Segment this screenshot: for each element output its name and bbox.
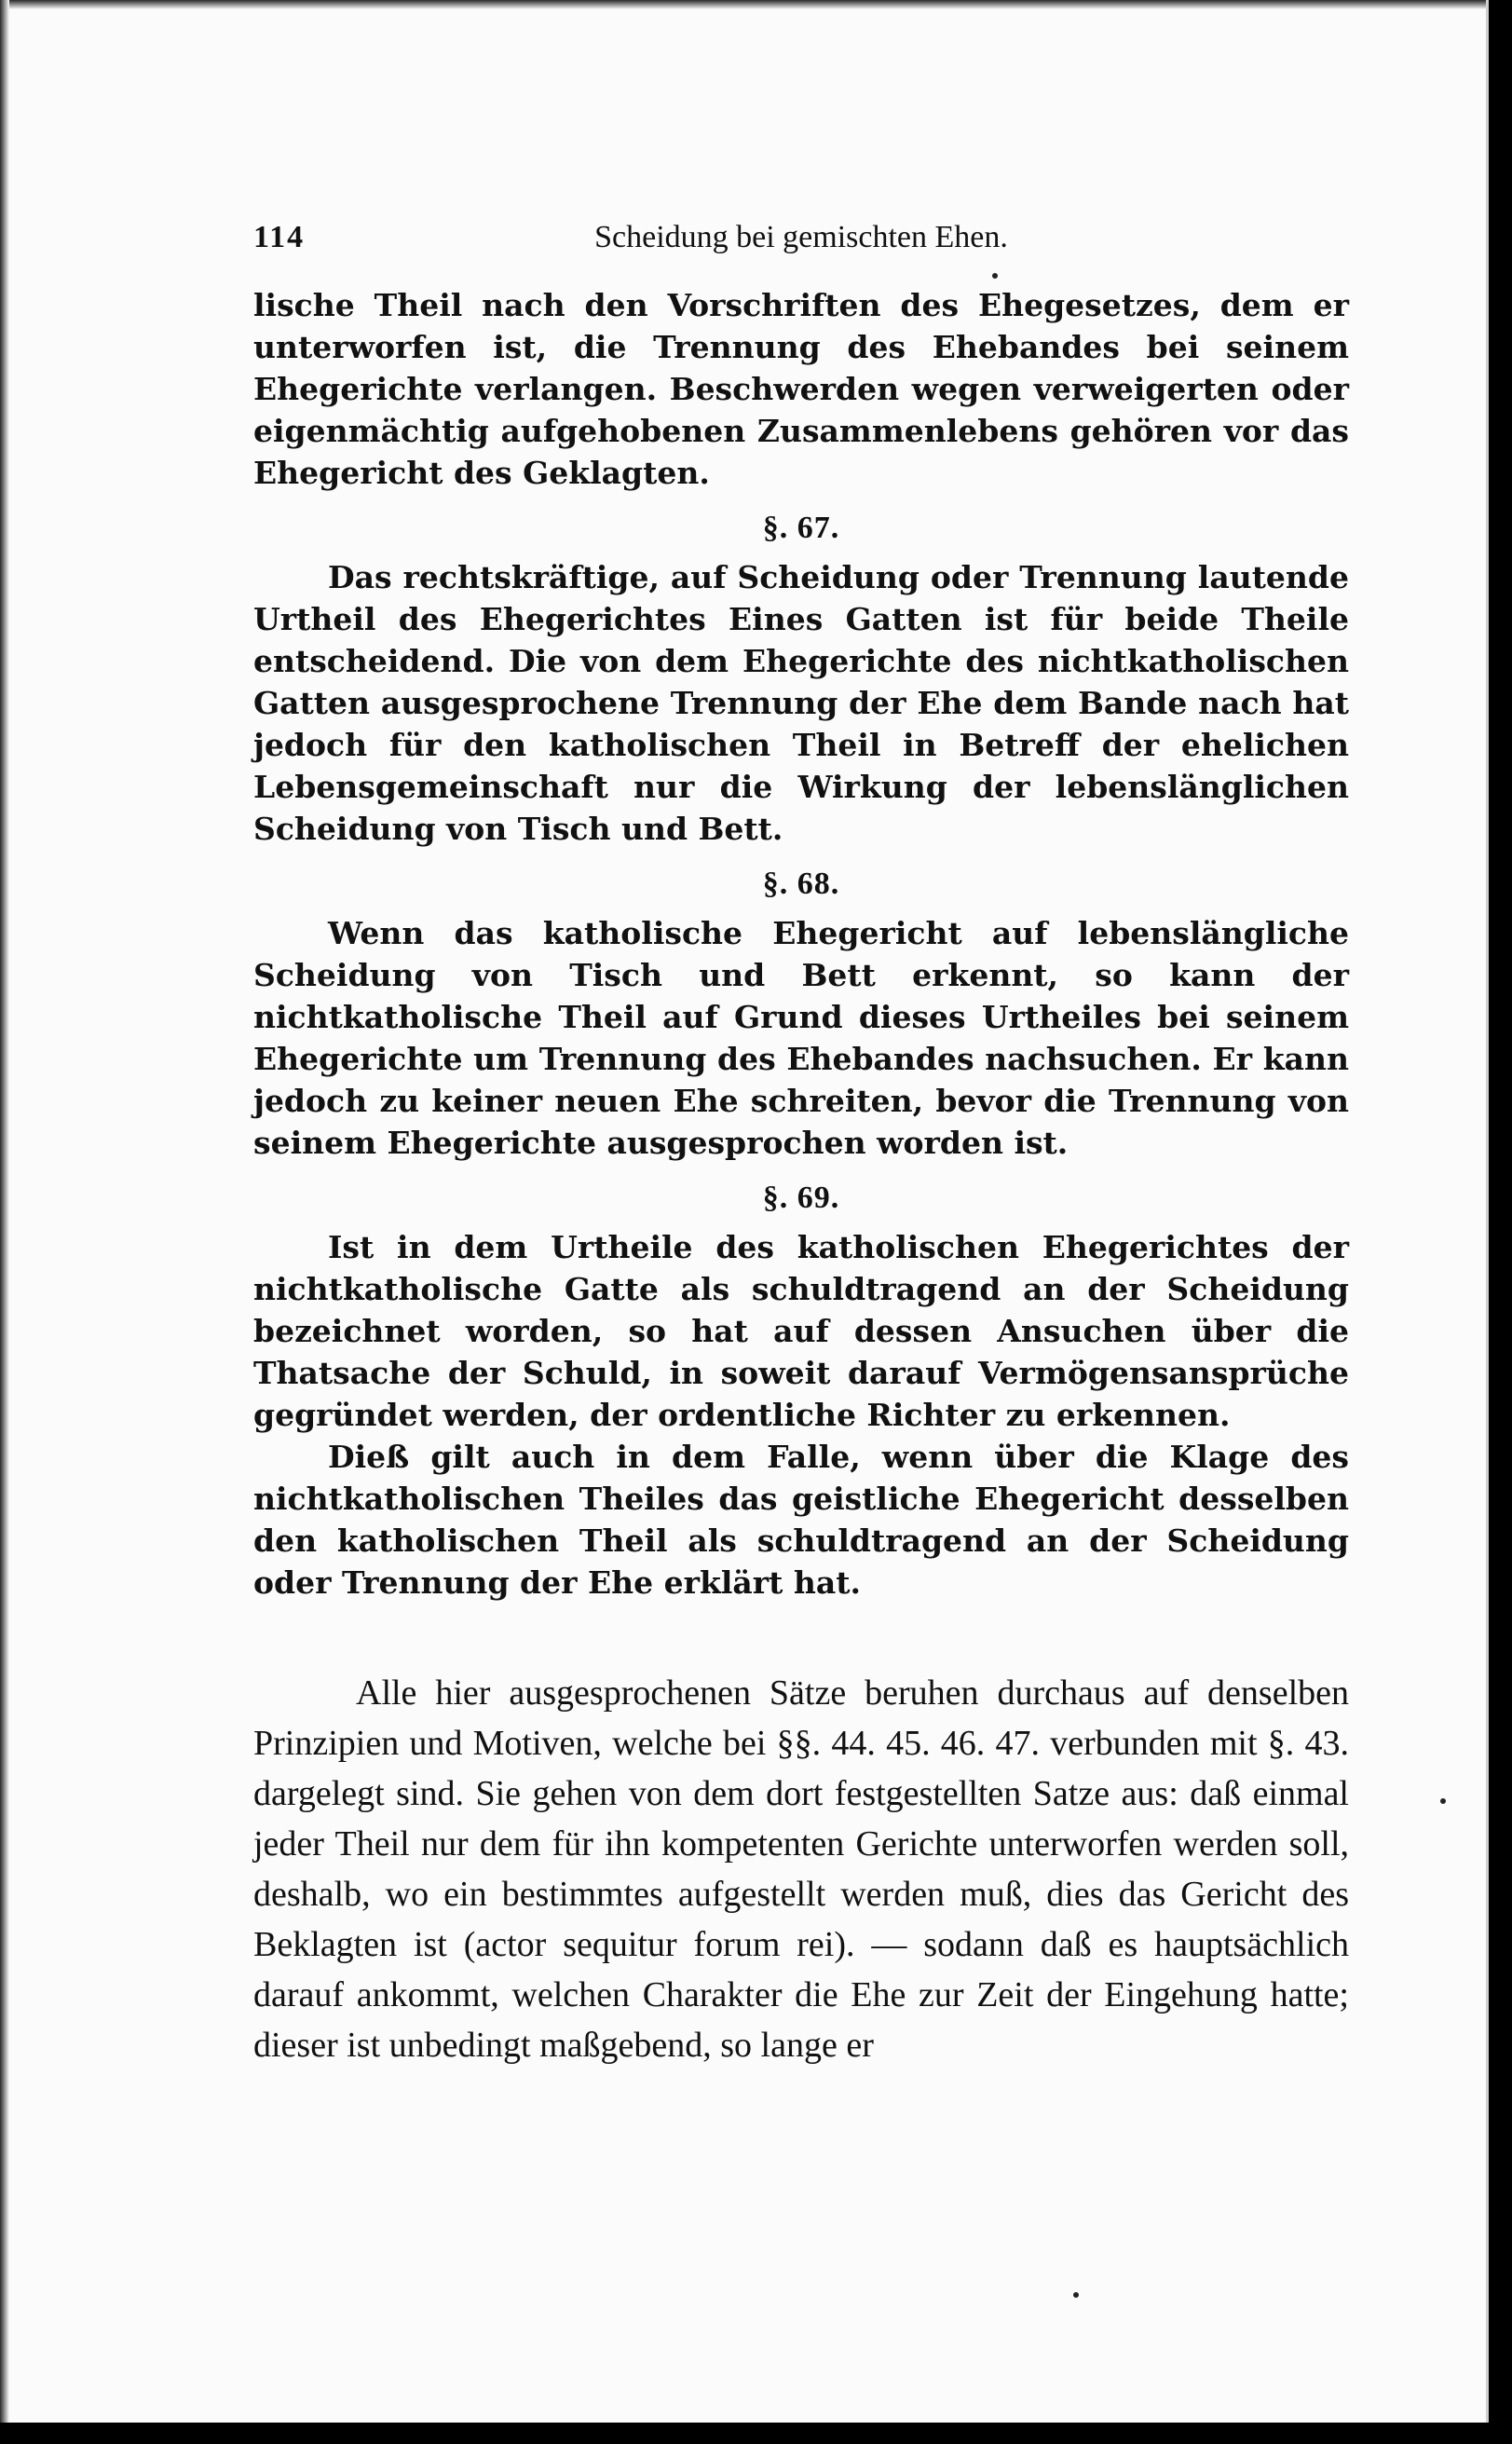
section-67-heading: §. 67. bbox=[762, 511, 840, 545]
page-header bbox=[253, 220, 1349, 266]
page-edge-shadow-top bbox=[0, 0, 1486, 9]
running-head: Scheidung bei gemischten Ehen. bbox=[594, 220, 1008, 254]
ink-speck bbox=[1440, 1798, 1446, 1804]
main-text-block bbox=[253, 284, 1349, 1604]
section-67-text: Das rechtskräftige, auf Scheidung oder Trennung lautende Urtheil des Ehegerichtes Eines Gatten ist für beide Theile entscheidend. Die von dem Ehegerichte des nichtkatholischen Gatten ausgesprochene Trennung der Ehe dem Bande nach hat jedoch für den katholischen Theil in Betreff der ehelichen Lebensgemeinschaft nur die Wirkung der lebenslänglichen Scheidung von Tisch und Bett. bbox=[253, 559, 1349, 847]
section-68-text: Wenn das katholische Ehegericht auf lebenslängliche Scheidung von Tisch und Bett erkennt, so kann der nichtkatholische Theil auf Grund dieses Urtheiles bei seinem Ehegerichte um Trennung des Ehebandes nachsuchen. Er kann jedoch zu keiner neuen Ehe schreiten, bevor die Trennung von seinem Ehegerichte ausgesprochen worden ist. bbox=[253, 915, 1349, 1161]
paragraph-intro: lische Theil nach den Vorschriften des Ehegesetzes, dem er unterworfen ist, die Trennung des Ehebandes bei seinem Ehegerichte verlangen. Beschwerden wegen verweigerten oder eigenmächtig aufgehobenen Zusammenlebens gehören vor das Ehegericht des Geklagten. bbox=[253, 287, 1349, 491]
page-number: 114 bbox=[253, 220, 306, 254]
ink-speck bbox=[1073, 2292, 1079, 2298]
section-68-heading: §. 68. bbox=[762, 867, 840, 901]
section-69-heading: §. 69. bbox=[762, 1181, 840, 1215]
commentary-block bbox=[253, 1668, 1349, 2070]
ink-speck bbox=[992, 273, 998, 279]
section-69-text: Ist in dem Urtheile des katholischen Ehegerichtes der nichtkatholische Gatte als schuldtragend an der Scheidung bezeichnet worden, so hat auf dessen Ansuchen über die Thatsache der Schuld, in soweit darauf Vermögensansprüche gegründet werden, der ordentliche Richter zu erkennen. bbox=[253, 1229, 1349, 1433]
section-69-text-2: Dieß gilt auch in dem Falle, wenn über die Klage des nichtkatholischen Theiles das geistliche Ehegericht desselben den katholischen Theil als schuldtragend an der Scheidung oder Trennung der Ehe erklärt hat. bbox=[253, 1439, 1349, 1601]
page-edge-shadow-left bbox=[0, 0, 9, 2423]
commentary-paragraph: Alle hier ausgesprochenen Sätze beruhen durchaus auf denselben Prinzipien und Motiven, welche bei §§. 44. 45. 46. 47. verbunden mit §. 43. dargelegt sind. Sie gehen von dem dort festgestellten Satze aus: daß einmal jeder Theil nur dem für ihn kompetenten Gerichte unterworfen werden soll, deshalb, wo ein bestimmtes aufgestellt werden muß, dies das Gericht des Beklagten ist (actor sequitur forum rei). — sodann daß es hauptsächlich darauf ankommt, welchen Charakter die Ehe zur Zeit der Eingehung hatte; dieser ist unbedingt maßgebend, so lange er bbox=[253, 1673, 1349, 2065]
